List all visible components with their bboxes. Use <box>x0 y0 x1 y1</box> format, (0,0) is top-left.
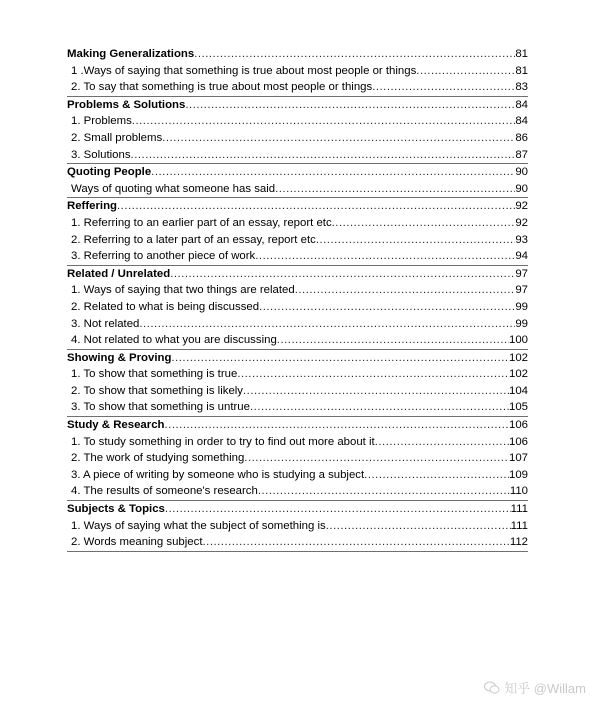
page-number: 111 <box>510 503 528 516</box>
dot-leader <box>194 46 515 63</box>
entry-text: 2. To show that something is likely <box>71 384 243 397</box>
toc-entry[interactable] <box>67 434 528 451</box>
dot-leader <box>165 417 509 434</box>
watermark <box>484 678 586 697</box>
toc-entry[interactable] <box>67 299 528 316</box>
entry-text: 3. Referring to another piece of work <box>71 250 256 263</box>
page-number: 104 <box>508 384 528 397</box>
toc-section <box>67 46 528 97</box>
entry-text: 1. Problems <box>71 115 132 128</box>
toc-heading[interactable] <box>67 350 528 367</box>
toc-entry[interactable] <box>67 450 528 467</box>
dot-leader <box>364 467 509 484</box>
toc-heading[interactable] <box>67 97 528 114</box>
page-number: 106 <box>508 419 528 432</box>
page-number: 102 <box>508 368 528 381</box>
toc-section <box>67 501 528 552</box>
page-number: 92 <box>515 216 528 229</box>
dot-leader <box>250 399 509 416</box>
heading-title: Reffering <box>67 200 117 213</box>
toc-entry[interactable] <box>67 282 528 299</box>
toc-heading[interactable] <box>67 501 528 518</box>
dot-leader <box>372 79 515 96</box>
toc-heading[interactable] <box>67 266 528 283</box>
toc-section <box>67 350 528 417</box>
dot-leader <box>255 248 515 265</box>
dot-leader <box>139 316 515 333</box>
entry-text: 2. The work of studying something <box>71 452 245 465</box>
table-of-contents <box>67 46 528 552</box>
page-number: 90 <box>515 166 528 179</box>
dot-leader <box>165 501 511 518</box>
page-number: 106 <box>508 435 528 448</box>
page-number: 111 <box>510 519 528 532</box>
toc-section <box>67 266 528 350</box>
entry-text: 3. Solutions <box>71 148 131 161</box>
page-number: 110 <box>509 485 528 498</box>
toc-entry[interactable] <box>67 483 528 500</box>
toc-entry[interactable] <box>67 534 528 551</box>
page-number: 87 <box>515 148 528 161</box>
entry-text: 4. The results of someone's research <box>71 485 258 498</box>
dot-leader <box>277 332 509 349</box>
toc-section <box>67 97 528 164</box>
entry-text: 1. Ways of saying that two things are related <box>71 284 295 297</box>
toc-heading[interactable] <box>67 46 528 63</box>
wechat-icon <box>484 681 500 695</box>
entry-text: 2. To say that something is true about most people or things <box>71 81 373 94</box>
page-number: 84 <box>515 98 528 111</box>
dot-leader <box>244 450 509 467</box>
page-number: 102 <box>508 351 528 364</box>
entry-text: 2. Related to what is being discussed <box>71 300 260 313</box>
page-number: 81 <box>515 64 528 77</box>
heading-title: Study & Research <box>67 419 165 432</box>
page-number: 99 <box>515 300 528 313</box>
page-number: 97 <box>515 267 528 280</box>
entry-text: 3. Not related <box>71 317 140 330</box>
page-number: 99 <box>515 317 528 330</box>
dot-leader <box>117 198 515 215</box>
dot-leader <box>237 366 509 383</box>
entry-text: 2. Referring to a later part of an essay, report etc <box>71 233 316 246</box>
toc-entry[interactable] <box>67 215 528 232</box>
page-number: 92 <box>515 200 528 213</box>
dot-leader <box>326 518 511 535</box>
page-number: 83 <box>515 81 528 94</box>
toc-entry[interactable] <box>67 232 528 249</box>
toc-entry[interactable] <box>67 130 528 147</box>
toc-entry[interactable] <box>67 181 528 198</box>
heading-title: Subjects & Topics <box>67 503 165 516</box>
toc-entry[interactable] <box>67 147 528 164</box>
toc-heading[interactable] <box>67 198 528 215</box>
page-number: 94 <box>515 250 528 263</box>
toc-heading[interactable] <box>67 164 528 181</box>
entry-text: 3. A piece of writing by someone who is studying a subject <box>71 468 365 481</box>
entry-text: Ways of quoting what someone has said <box>71 182 276 195</box>
page-number: 97 <box>515 284 528 297</box>
toc-section <box>67 417 528 501</box>
toc-section <box>67 164 528 198</box>
dot-leader <box>375 434 509 451</box>
heading-title: Making Generalizations <box>67 48 195 60</box>
heading-title: Quoting People <box>67 166 152 179</box>
dot-leader <box>162 130 515 147</box>
dot-leader <box>171 350 509 367</box>
entry-text: 2. Small problems <box>71 131 163 144</box>
dot-leader <box>275 181 515 198</box>
page-number: 107 <box>508 452 528 465</box>
entry-text: 1. Ways of saying what the subject of something is <box>71 519 326 532</box>
dot-leader <box>258 483 510 500</box>
heading-title: Related / Unrelated <box>67 267 171 280</box>
toc-entry[interactable] <box>67 467 528 484</box>
page-number: 86 <box>515 131 528 144</box>
toc-entry[interactable] <box>67 518 528 535</box>
toc-section <box>67 198 528 265</box>
entry-text: 1. To show that something is true <box>71 368 238 381</box>
page-number: 81 <box>515 48 528 60</box>
toc-entry[interactable] <box>67 113 528 130</box>
page-number: 112 <box>509 536 528 549</box>
dot-leader <box>416 63 515 80</box>
dot-leader <box>316 232 516 249</box>
toc-entry[interactable] <box>67 366 528 383</box>
page-number: 84 <box>515 115 528 128</box>
dot-leader <box>132 113 516 130</box>
page-number: 100 <box>508 334 528 347</box>
entry-text: 1 .Ways of saying that something is true about most people or things <box>71 64 417 77</box>
heading-title: Showing & Proving <box>67 351 172 364</box>
toc-entry[interactable] <box>67 399 528 416</box>
dot-leader <box>185 97 515 114</box>
toc-entry[interactable] <box>67 79 528 96</box>
toc-heading[interactable] <box>67 417 528 434</box>
entry-text: 1. To study something in order to try to find out more about it <box>71 435 375 448</box>
toc-entry[interactable] <box>67 383 528 400</box>
toc-entry[interactable] <box>67 63 528 80</box>
dot-leader <box>202 534 509 551</box>
dot-leader <box>151 164 515 181</box>
entry-text: 2. Words meaning subject <box>71 536 203 549</box>
page-number: 93 <box>515 233 528 246</box>
entry-text: 4. Not related to what you are discussing <box>71 334 277 347</box>
watermark-text: 知乎 @Willam <box>504 681 586 696</box>
dot-leader <box>259 299 515 316</box>
dot-leader <box>170 266 515 283</box>
page-number: 109 <box>508 468 528 481</box>
entry-text: 1. Referring to an earlier part of an essay, report etc <box>71 216 332 229</box>
page-number: 90 <box>515 182 528 195</box>
page-number: 105 <box>508 401 528 414</box>
dot-leader <box>131 147 516 164</box>
dot-leader <box>332 215 516 232</box>
dot-leader <box>295 282 516 299</box>
entry-text: 3. To show that something is untrue <box>71 401 250 414</box>
heading-title: Problems & Solutions <box>67 98 186 111</box>
toc-entry[interactable] <box>67 248 528 265</box>
toc-entry[interactable] <box>67 316 528 333</box>
toc-entry[interactable] <box>67 332 528 349</box>
dot-leader <box>243 383 509 400</box>
